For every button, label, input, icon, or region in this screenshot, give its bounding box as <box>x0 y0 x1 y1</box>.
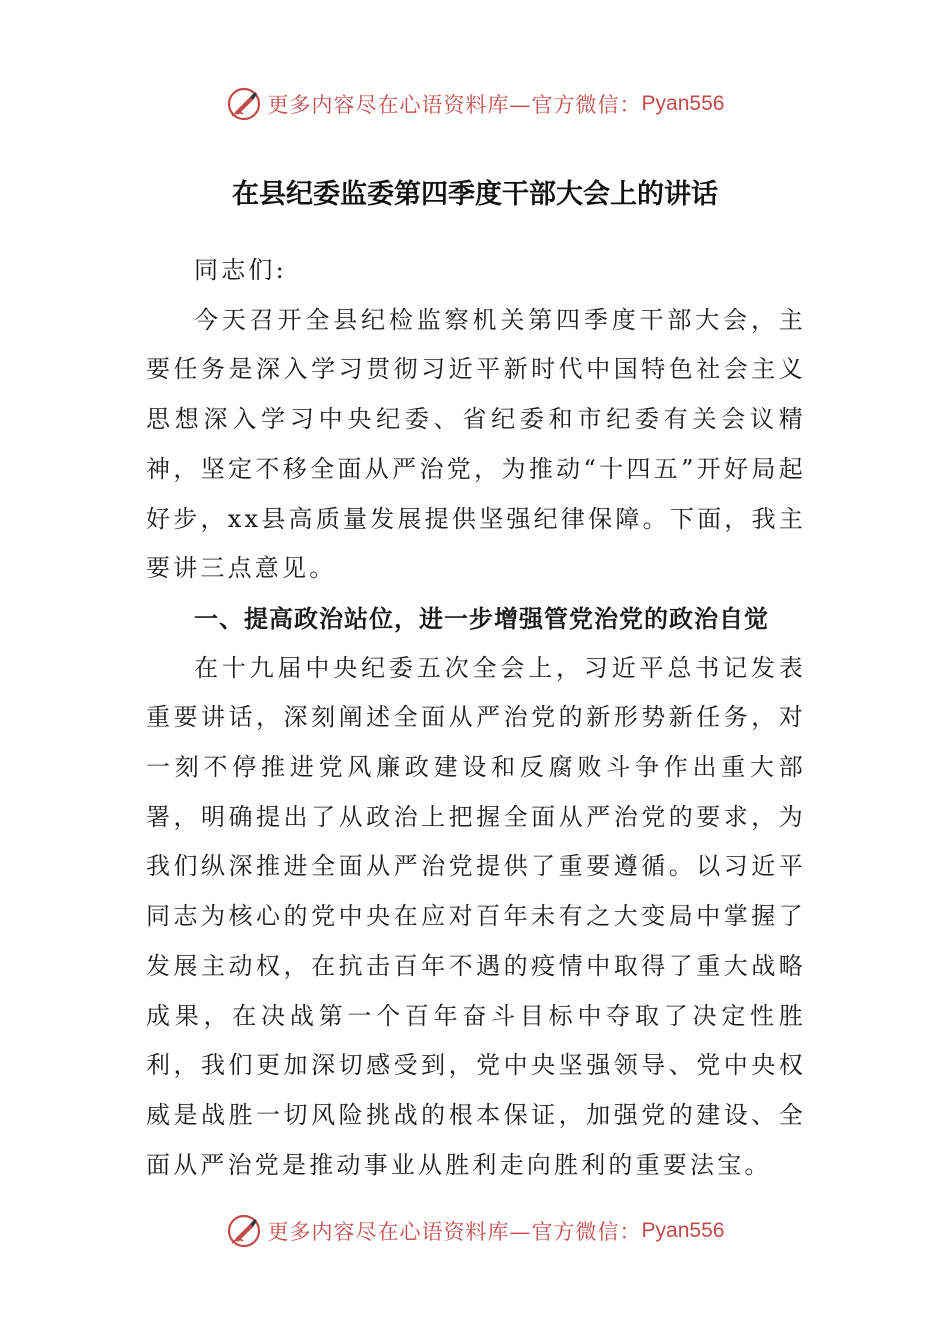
watermark-text: 更多内容尽在心语资料库—官方微信： <box>267 1220 642 1244</box>
document-body <box>146 246 806 1190</box>
watermark-wechat-id: Pyan556 <box>641 92 725 115</box>
watermark-banner-top <box>0 84 950 124</box>
watermark-banner-bottom <box>0 1211 950 1251</box>
pen-circle-logo-icon <box>226 86 262 122</box>
section-paragraph: 在十九届中央纪委五次全会上，习近平总书记发表重要讲话，深刻阐述全面从严治党的新形势新任务，对一刻不停推进党风廉政建设和反腐败斗争作出重大部署，明确提出了从政治上把握全面从严治党的要求，为我们纵深推进全面从严治党提供了重要遵循。以习近平同志为核心的党中央在应对百年未有之大变局中掌握了发展主动权，在抗击百年不遇的疫情中取得了重大战略成果，在决战第一个百年奋斗目标中夺取了决定性胜利，我们更加深切感受到，党中央坚强领导、党中央权威是战胜一切风险挑战的根本保证，加强党的建设、全面从严治党是推动事业从胜利走向胜利的重要法宝。 <box>146 653 806 1179</box>
greeting: 同志们: <box>194 256 287 284</box>
section-heading: 一、提高政治站位，进一步增强管党治党的政治自觉 <box>194 603 769 633</box>
watermark-wechat-id: Pyan556 <box>641 1219 725 1242</box>
intro-paragraph: 今天召开全县纪检监察机关第四季度干部大会，主要任务是深入学习贯彻习近平新时代中国特色社会主义思想深入学习中央纪委、省纪委和市纪委有关会议精神，坚定不移全面从严治党，为推动“十四五”开好局起好步，xx县高质量发展提供坚强纪律保障。下面，我主要讲三点意见。 <box>146 305 806 583</box>
pen-circle-logo-icon <box>226 1213 262 1249</box>
document-title: 在县纪委监委第四季度干部大会上的讲话 <box>232 179 718 210</box>
watermark-text: 更多内容尽在心语资料库—官方微信： <box>267 93 642 117</box>
